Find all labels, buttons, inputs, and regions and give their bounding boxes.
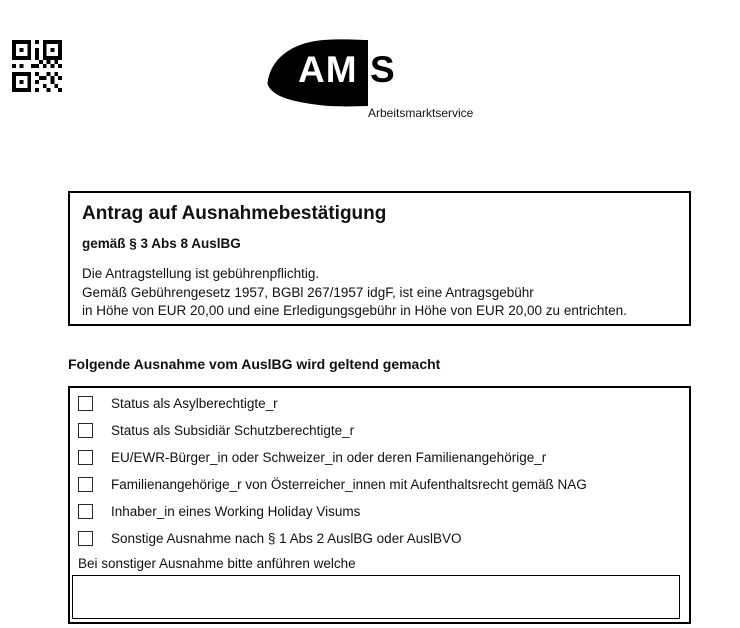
option-label: Familienangehörige_r von Österreicher_innen mit Aufenthaltsrecht gemäß NAG bbox=[111, 477, 587, 492]
checkbox-sonstige-ausnahme[interactable] bbox=[78, 531, 93, 546]
option-label: Inhaber_in eines Working Holiday Visums bbox=[111, 504, 361, 519]
option-label: Status als Asylberechtigte_r bbox=[111, 396, 278, 411]
checkbox-familienangehoerige-oesterreicher[interactable] bbox=[78, 477, 93, 492]
other-exception-input[interactable] bbox=[72, 575, 680, 619]
other-exception-hint: Bei sonstiger Ausnahme bitte anführen welche bbox=[78, 555, 356, 571]
option-row-asylberechtigte bbox=[70, 390, 689, 417]
fee-notice-line-1: Die Antragstellung ist gebührenpflichtig. bbox=[82, 266, 320, 281]
ams-logo bbox=[267, 39, 512, 121]
ams-logo-text-am: AM bbox=[298, 49, 358, 90]
checkbox-subsidiaer-schutzberechtigte[interactable] bbox=[78, 423, 93, 438]
option-row-sonstige-ausnahme bbox=[70, 525, 689, 552]
option-label: EU/EWR-Bürger_in oder Schweizer_in oder deren Familienangehörige_r bbox=[111, 450, 547, 465]
option-row-working-holiday-visum bbox=[70, 498, 689, 525]
exception-options-box bbox=[68, 386, 691, 624]
option-row-eu-ewr-buerger bbox=[70, 444, 689, 471]
option-row-familienangehoerige-oesterreicher bbox=[70, 471, 689, 498]
checkbox-eu-ewr-buerger[interactable] bbox=[78, 450, 93, 465]
ams-logo-tagline: Arbeitsmarktservice bbox=[368, 106, 474, 120]
fee-notice-line-2: Gemäß Gebührengesetz 1957, BGBl 267/1957 idgF, ist eine Antragsgebühr bbox=[82, 284, 534, 300]
option-label: Sonstige Ausnahme nach § 1 Abs 2 AuslBG oder AuslBVO bbox=[111, 531, 462, 546]
option-row-subsidiaer-schutzberechtigte bbox=[70, 417, 689, 444]
fee-notice-line-3: in Höhe von EUR 20,00 und eine Erledigungsgebühr in Höhe von EUR 20,00 zu entrichten. bbox=[82, 303, 627, 318]
ams-logo-text-s: S bbox=[370, 49, 395, 90]
option-label: Status als Subsidiär Schutzberechtigte_r bbox=[111, 423, 355, 438]
form-title: Antrag auf Ausnahmebestätigung bbox=[82, 203, 387, 224]
intro-box bbox=[68, 191, 691, 326]
checkbox-asylberechtigte[interactable] bbox=[78, 396, 93, 411]
checkbox-working-holiday-visum[interactable] bbox=[78, 504, 93, 519]
form-subtitle: gemäß § 3 Abs 8 AuslBG bbox=[82, 236, 241, 251]
qr-code-icon bbox=[12, 40, 62, 92]
fee-notice bbox=[82, 265, 677, 321]
exception-section-heading: Folgende Ausnahme vom AuslBG wird geltend gemacht bbox=[68, 356, 441, 372]
